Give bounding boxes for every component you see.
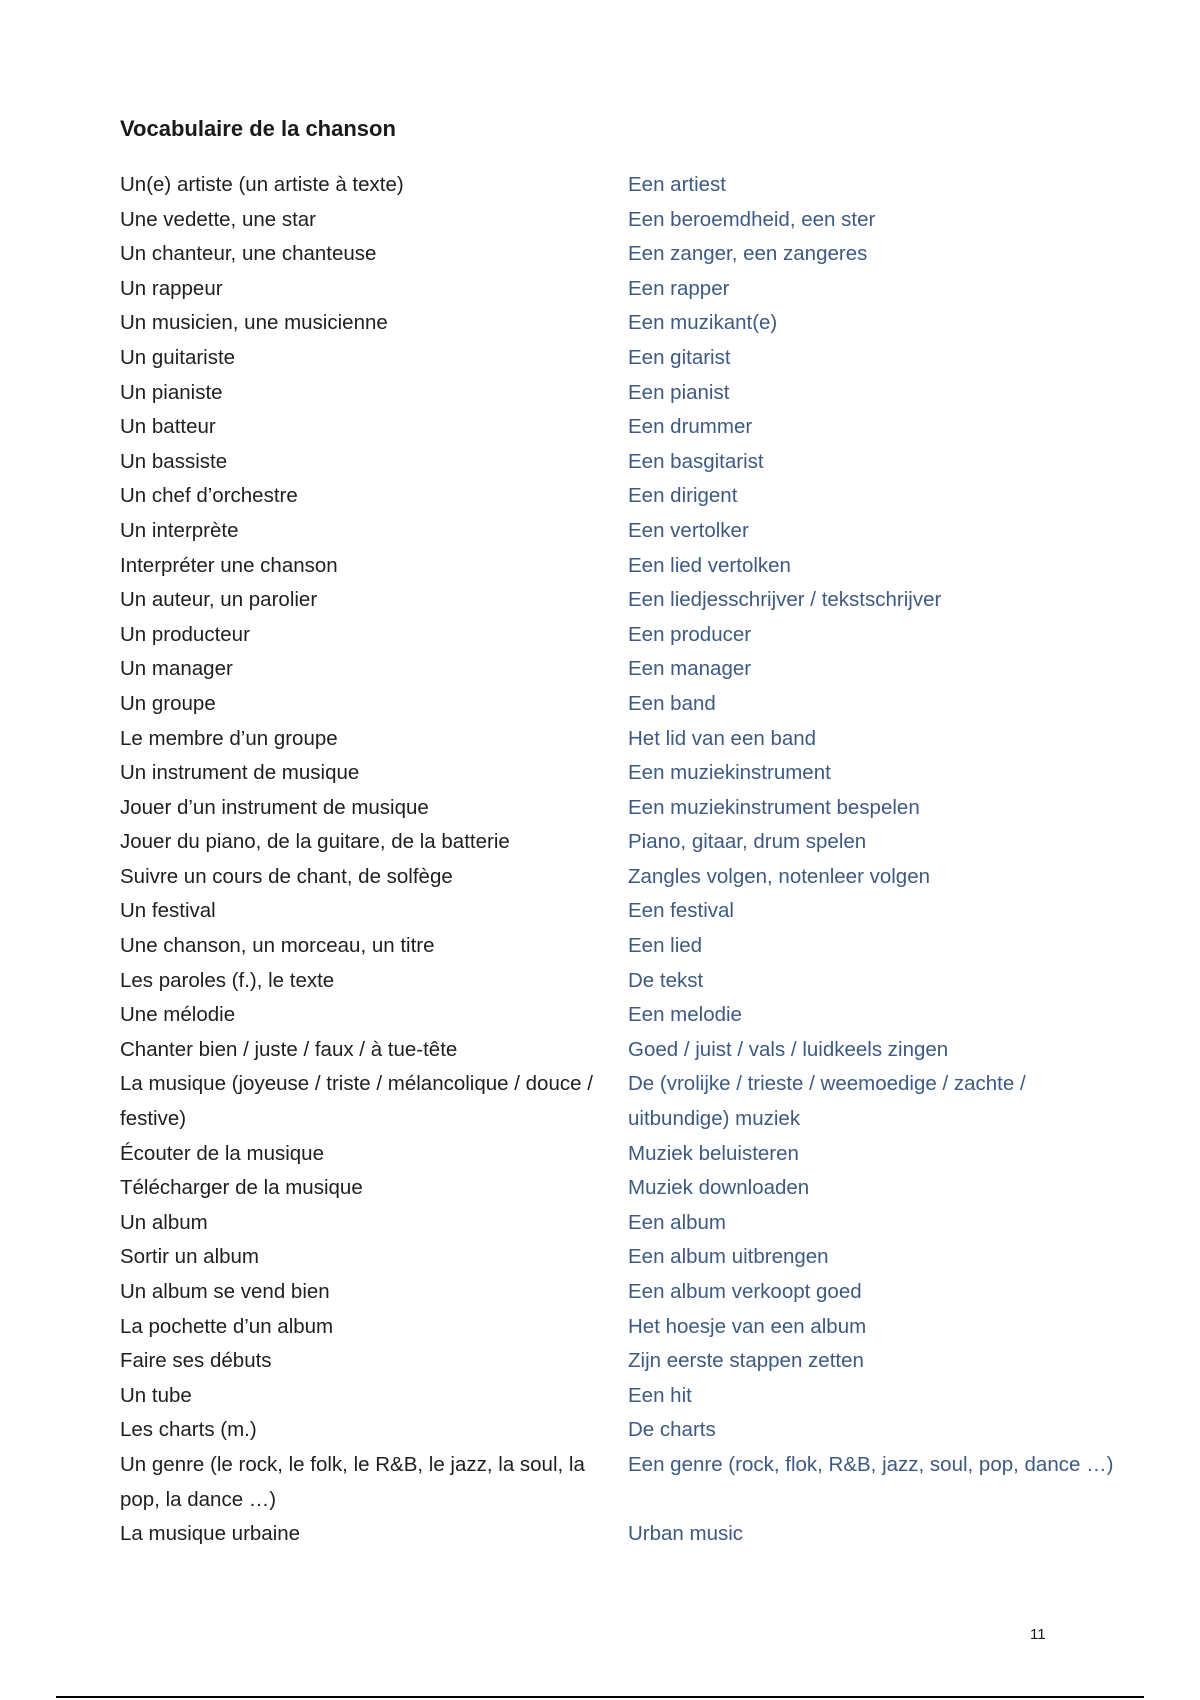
- vocab-row: [120, 1344, 1130, 1379]
- dutch-translation: Een muziekinstrument: [628, 761, 831, 785]
- dutch-translation: Een album uitbrengen: [628, 1245, 829, 1269]
- page-number: 11: [1030, 1626, 1046, 1643]
- french-term: La musique urbaine: [120, 1522, 301, 1546]
- french-term: Un interprète: [120, 518, 239, 542]
- vocab-row: [120, 998, 1130, 1033]
- dutch-translation: Een artiest: [628, 173, 726, 196]
- french-term: Le membre d’un groupe: [120, 726, 338, 750]
- french-term: Un festival: [120, 899, 216, 923]
- french-term: Un tube: [120, 1383, 192, 1407]
- vocab-row: [120, 1206, 1130, 1241]
- french-term: Un genre (le rock, le folk, le R&B, le jazz, la soul, la pop, la dance …): [120, 1452, 585, 1511]
- vocab-row: [120, 1379, 1130, 1414]
- french-term: Un rappeur: [120, 276, 223, 300]
- dutch-translation: Een drummer: [628, 415, 753, 439]
- vocab-row: [120, 445, 1130, 480]
- vocab-row: [120, 1413, 1130, 1448]
- french-term: Un(e) artiste (un artiste à texte): [120, 173, 404, 196]
- dutch-translation: Goed / juist / vals / luidkeels zingen: [628, 1037, 949, 1061]
- french-term: Un manager: [120, 657, 233, 681]
- vocab-row: [120, 410, 1130, 445]
- vocab-row: [120, 1171, 1130, 1206]
- dutch-translation: De (vrolijke / trieste / weemoedige / zachte / uitbundige) muziek: [628, 1072, 1026, 1131]
- vocab-row: [120, 272, 1130, 307]
- vocabulary-table: [120, 168, 1130, 1552]
- french-term: Un instrument de musique: [120, 761, 360, 785]
- french-term: Un pianiste: [120, 380, 223, 404]
- french-term: Un album: [120, 1210, 208, 1234]
- french-term: Suivre un cours de chant, de solfège: [120, 864, 453, 888]
- french-term: Un bassiste: [120, 449, 228, 473]
- vocab-row: [120, 1310, 1130, 1345]
- french-term: Interpréter une chanson: [120, 553, 338, 577]
- vocab-row: [120, 583, 1130, 618]
- dutch-translation: Een genre (rock, flok, R&B, jazz, soul, pop, dance …): [628, 1452, 1114, 1476]
- vocab-row: [120, 756, 1130, 791]
- dutch-translation: Een liedjesschrijver / tekstschrijver: [628, 588, 942, 612]
- vocab-row: [120, 1517, 1130, 1552]
- french-term: Sortir un album: [120, 1245, 260, 1269]
- dutch-translation: Muziek beluisteren: [628, 1141, 799, 1165]
- vocab-row: [120, 652, 1130, 687]
- vocab-row: [120, 1033, 1130, 1068]
- vocab-row: [120, 964, 1130, 999]
- vocab-row: [120, 514, 1130, 549]
- vocab-row: [120, 237, 1130, 272]
- french-term: Une vedette, une star: [120, 207, 317, 231]
- dutch-translation: Een basgitarist: [628, 449, 764, 473]
- dutch-translation: Een zanger, een zangeres: [628, 242, 868, 266]
- dutch-translation: Een hit: [628, 1383, 692, 1407]
- french-term: La pochette d’un album: [120, 1314, 334, 1338]
- dutch-translation: Zijn eerste stappen zetten: [628, 1349, 864, 1373]
- dutch-translation: Een lied: [628, 934, 703, 958]
- dutch-translation: Muziek downloaden: [628, 1176, 810, 1200]
- vocab-row: [120, 549, 1130, 584]
- vocab-row: [120, 376, 1130, 411]
- dutch-translation: Zangles volgen, notenleer volgen: [628, 864, 931, 888]
- vocab-row: [120, 894, 1130, 929]
- vocab-row: [120, 1240, 1130, 1275]
- dutch-translation: Een lied vertolken: [628, 553, 791, 577]
- french-term: Les charts (m.): [120, 1418, 257, 1442]
- french-term: Un auteur, un parolier: [120, 588, 318, 612]
- french-term: Jouer d’un instrument de musique: [120, 795, 429, 819]
- dutch-translation: Een manager: [628, 657, 752, 681]
- dutch-translation: Het hoesje van een album: [628, 1314, 867, 1338]
- dutch-translation: Een gitarist: [628, 345, 731, 369]
- french-term: La musique (joyeuse / triste / mélancolique / douce / festive): [120, 1072, 593, 1131]
- dutch-translation: Een album: [628, 1210, 727, 1234]
- french-term: Télécharger de la musique: [120, 1176, 363, 1200]
- dutch-translation: Een vertolker: [628, 518, 749, 542]
- french-term: Un chanteur, une chanteuse: [120, 242, 377, 266]
- french-term: Un guitariste: [120, 345, 236, 369]
- dutch-translation: De tekst: [628, 968, 704, 992]
- page-title: Vocabulaire de la chanson: [120, 116, 396, 141]
- dutch-translation: Een festival: [628, 899, 734, 923]
- french-term: Faire ses débuts: [120, 1349, 272, 1373]
- dutch-translation: Een pianist: [628, 380, 730, 404]
- dutch-translation: Een album verkoopt goed: [628, 1280, 862, 1303]
- dutch-translation: Een beroemdheid, een ster: [628, 207, 876, 231]
- vocab-row: [120, 1448, 1130, 1517]
- dutch-translation: Een melodie: [628, 1003, 742, 1027]
- vocab-row: [120, 618, 1130, 653]
- vocab-row: [120, 341, 1130, 376]
- dutch-translation: Piano, gitaar, drum spelen: [628, 830, 867, 854]
- french-term: Un album se vend bien: [120, 1280, 330, 1303]
- french-term: Un batteur: [120, 415, 216, 439]
- vocab-row: [120, 1067, 1130, 1136]
- page-bottom-rule: [56, 1696, 1144, 1698]
- french-term: Une chanson, un morceau, un titre: [120, 934, 435, 958]
- dutch-translation: Een rapper: [628, 276, 730, 300]
- french-term: Un musicien, une musicienne: [120, 311, 388, 335]
- french-term: Jouer du piano, de la guitare, de la batterie: [120, 830, 510, 854]
- french-term: Chanter bien / juste / faux / à tue-tête: [120, 1037, 458, 1061]
- dutch-translation: Een muziekinstrument bespelen: [628, 795, 920, 819]
- french-term: Un groupe: [120, 691, 216, 715]
- vocab-row: [120, 687, 1130, 722]
- french-term: Un producteur: [120, 622, 250, 646]
- vocab-row: [120, 825, 1130, 860]
- dutch-translation: Een producer: [628, 622, 752, 646]
- vocab-row: [120, 929, 1130, 964]
- vocab-row: [120, 1275, 1130, 1310]
- french-term: Une mélodie: [120, 1003, 236, 1027]
- french-term: Un chef d’orchestre: [120, 484, 298, 508]
- vocab-row: [120, 203, 1130, 238]
- dutch-translation: Urban music: [628, 1522, 744, 1546]
- vocab-row: [120, 1137, 1130, 1172]
- dutch-translation: Het lid van een band: [628, 726, 817, 750]
- vocab-row: [120, 860, 1130, 895]
- vocab-row: [120, 479, 1130, 514]
- vocab-row: [120, 306, 1130, 341]
- vocabulary-table-body: [120, 168, 1130, 1552]
- french-term: Les paroles (f.), le texte: [120, 968, 335, 992]
- vocab-row: [120, 722, 1130, 757]
- dutch-translation: Een muzikant(e): [628, 311, 778, 335]
- french-term: Écouter de la musique: [120, 1141, 324, 1165]
- vocab-row: [120, 168, 1130, 203]
- dutch-translation: Een dirigent: [628, 484, 738, 508]
- vocab-row: [120, 791, 1130, 826]
- dutch-translation: De charts: [628, 1418, 716, 1442]
- dutch-translation: Een band: [628, 691, 716, 715]
